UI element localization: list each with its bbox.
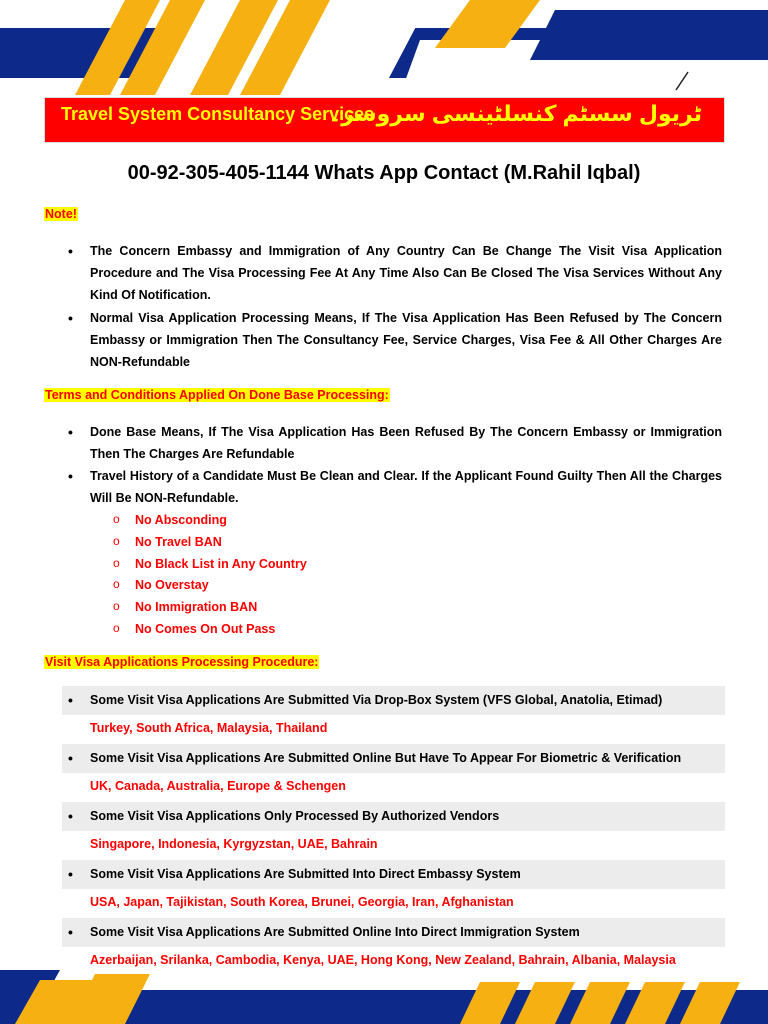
terms-heading: Terms and Conditions Applied On Done Base Processing: bbox=[45, 388, 389, 402]
footer-decoration bbox=[0, 962, 768, 1024]
title-banner bbox=[44, 97, 725, 143]
terms-subitem: o No Black List in Any Country bbox=[135, 553, 307, 575]
procedure-item: • Some Visit Visa Applications Are Submitted Via Drop-Box System (VFS Global, Anatolia, Etimad) bbox=[62, 686, 725, 715]
procedure-item: • Some Visit Visa Applications Only Processed By Authorized Vendors bbox=[62, 802, 725, 831]
procedure-item: • Some Visit Visa Applications Are Submitted Online Into Direct Immigration System bbox=[62, 918, 725, 947]
procedure-list bbox=[62, 686, 725, 976]
terms-subitem: o No Comes On Out Pass bbox=[135, 618, 275, 640]
procedure-heading: Visit Visa Applications Processing Procedure: bbox=[45, 655, 319, 669]
note-item: • The Concern Embassy and Immigration of Any Country Can Be Change The Visit Visa Application Procedure and The Visa Processing Fee At Any Time Also Can Be Closed The Visa Services Without Any Kind Of Notification. bbox=[90, 240, 722, 306]
note-item: • Normal Visa Application Processing Means, If The Visa Application Has Been Refused by The Concern Embassy or Immigration Then The Consultancy Fee, Service Charges, Visa Fee & All Other Charges Are NON-Refundable bbox=[90, 307, 722, 373]
terms-item: • Done Base Means, If The Visa Application Has Been Refused By The Concern Embassy or Immigration Then The Charges Are Refundable bbox=[90, 421, 722, 465]
terms-subitem: o No Overstay bbox=[135, 574, 209, 596]
terms-subitem: o No Absconding bbox=[135, 509, 227, 531]
procedure-countries: Singapore, Indonesia, Kyrgyzstan, UAE, Bahrain bbox=[90, 837, 378, 851]
procedure-countries: UK, Canada, Australia, Europe & Schengen bbox=[90, 779, 346, 793]
procedure-item: • Some Visit Visa Applications Are Submitted Online But Have To Appear For Biometric & Verification bbox=[62, 744, 725, 773]
terms-subitem: o No Immigration BAN bbox=[135, 596, 257, 618]
terms-subitem: o No Travel BAN bbox=[135, 531, 222, 553]
banner-title-urdu: ٹریول سسٹم کنسلٹینسی سروسز۔ bbox=[328, 101, 702, 126]
terms-item: • Travel History of a Candidate Must Be Clean and Clear. If the Applicant Found Guilty Then All the Charges Will Be NON-Refundable. bbox=[90, 465, 722, 509]
note-heading: Note! bbox=[45, 207, 77, 221]
banner-title-english: Travel System Consultancy Services bbox=[61, 104, 375, 124]
procedure-item: • Some Visit Visa Applications Are Submitted Into Direct Embassy System bbox=[62, 860, 725, 889]
procedure-countries: USA, Japan, Tajikistan, South Korea, Brunei, Georgia, Iran, Afghanistan bbox=[90, 895, 514, 909]
header-decoration bbox=[0, 0, 768, 95]
contact-line: 00-92-305-405-1144 Whats App Contact (M.Rahil Iqbal) bbox=[127, 162, 641, 184]
procedure-countries: Azerbaijan, Srilanka, Cambodia, Kenya, UAE, Hong Kong, New Zealand, Bahrain, Albania, Malaysia bbox=[90, 953, 676, 967]
procedure-countries: Turkey, South Africa, Malaysia, Thailand bbox=[90, 721, 328, 735]
